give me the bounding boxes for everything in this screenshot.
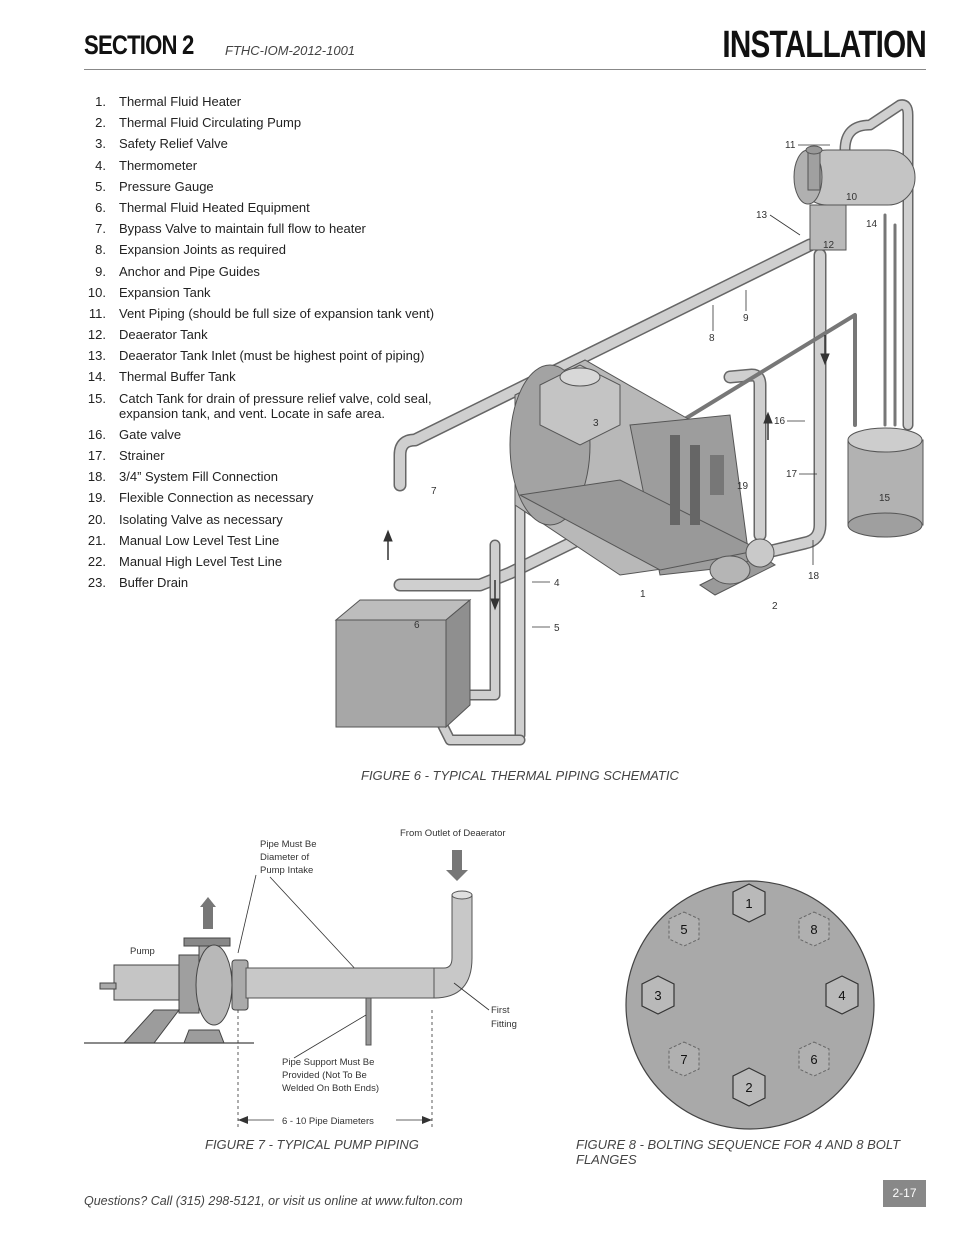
svg-text:6: 6: [810, 1052, 818, 1067]
svg-text:5: 5: [680, 922, 688, 937]
callout-15: 15: [879, 493, 891, 504]
page-title: INSTALLATION: [722, 24, 926, 66]
callout-9: 9: [743, 313, 749, 324]
callout-19: 19: [737, 481, 749, 492]
legend-item: 8. Expansion Joints as required: [95, 242, 286, 258]
callout-16: 16: [774, 416, 786, 427]
document-code: FTHC-IOM-2012-1001: [225, 43, 356, 58]
suction-pipe: [246, 891, 472, 1045]
section-label: SECTION 2: [84, 30, 194, 60]
first-fitting-label: First Fitting: [491, 1005, 517, 1030]
legend-item: 6. Thermal Fluid Heated Equipment: [95, 199, 310, 215]
callout-10: 10: [846, 192, 858, 203]
callout-4: 4: [554, 578, 560, 589]
legend-item: 5. Pressure Gauge: [95, 178, 214, 194]
callout-7: 7: [431, 486, 437, 497]
svg-text:1: 1: [745, 896, 753, 911]
legend-item: 22. Manual High Level Test Line: [87, 553, 283, 569]
dimension-label: 6 - 10 Pipe Diameters: [282, 1116, 374, 1127]
legend-item: 3. Safety Relief Valve: [95, 136, 228, 152]
callout-17: 17: [786, 469, 798, 480]
legend-item: 10. Expansion Tank: [87, 284, 211, 300]
callout-5: 5: [554, 623, 560, 634]
figure8-caption: FIGURE 8 - BOLTING SEQUENCE FOR 4 AND 8 BOLT FLANGES: [576, 1137, 901, 1167]
legend-item: 4. Thermometer: [95, 157, 198, 173]
svg-text:2: 2: [745, 1080, 753, 1095]
callout-11: 11: [785, 140, 796, 151]
legend-item: 7. Bypass Valve to maintain full flow to heater: [95, 221, 366, 237]
thermal-fluid-heater: [510, 360, 760, 575]
callout-6: 6: [414, 620, 420, 631]
legend-item: 18. 3/4” System Fill Connection: [87, 469, 278, 485]
callout-12: 12: [823, 240, 835, 251]
up-arrow: [200, 897, 216, 929]
pipe-support-label: Pipe Support Must Be Provided (Not To Be Welded On Both Ends): [282, 1057, 379, 1094]
footer-contact: Questions? Call (315) 298-5121, or visit us online at www.fulton.com: [84, 1194, 463, 1208]
heated-equipment-box: [336, 600, 470, 727]
figure7-caption: FIGURE 7 - TYPICAL PUMP PIPING: [205, 1137, 419, 1152]
legend-item: 12. Deaerator Tank: [87, 327, 208, 343]
legend-item: 21. Manual Low Level Test Line: [87, 532, 280, 548]
legend-item: 9. Anchor and Pipe Guides: [95, 263, 260, 279]
callout-1: 1: [640, 589, 646, 600]
down-arrow: [446, 850, 468, 881]
figure6-caption: FIGURE 6 - TYPICAL THERMAL PIPING SCHEMATIC: [361, 768, 679, 783]
bolting-sequence-figure: [620, 875, 882, 1137]
callout-8: 8: [709, 333, 715, 344]
legend-item: 11. Vent Piping (should be full size of expansion tank vent): [88, 305, 435, 321]
legend-item: 23. Buffer Drain: [87, 575, 189, 591]
callout-3: 3: [593, 418, 599, 429]
piping-schematic-figure: [330, 95, 930, 755]
svg-text:7: 7: [680, 1052, 688, 1067]
legend-item: 2. Thermal Fluid Circulating Pump: [95, 115, 302, 131]
svg-text:4: 4: [838, 988, 846, 1003]
callout-14: 14: [866, 219, 878, 230]
callout-2: 2: [772, 601, 778, 612]
legend-item: 17. Strainer: [87, 448, 165, 463]
deaerator-label: From Outlet of Deaerator: [400, 828, 506, 839]
svg-text:8: 8: [810, 922, 818, 937]
legend-item: 1. Thermal Fluid Heater: [95, 94, 242, 109]
legend-item: 15. Catch Tank for drain of pressure relief valve, cold seal, expansion tank, and vent. Locate in safe area.: [87, 390, 432, 421]
pump-label: Pump: [130, 946, 155, 957]
legend-item: 20. Isolating Valve as necessary: [87, 511, 283, 527]
legend-item: 16. Gate valve: [87, 426, 182, 442]
pipe-diameter-label: Pipe Must Be Diameter of Pump Intake: [260, 839, 317, 876]
pump-body: [84, 938, 254, 1043]
callout-18: 18: [808, 571, 820, 582]
pump-piping-figure: [84, 825, 524, 1135]
legend-item: 19. Flexible Connection as necessary: [87, 490, 314, 506]
legend-item: 13. Deaerator Tank Inlet (must be highest point of piping): [87, 348, 425, 364]
header-divider: [84, 69, 926, 70]
svg-text:3: 3: [654, 988, 662, 1003]
catch-tank: [848, 428, 923, 537]
page-number: 2-17: [883, 1180, 926, 1207]
legend-item: 14. Thermal Buffer Tank: [87, 369, 236, 385]
callout-13: 13: [756, 210, 768, 221]
